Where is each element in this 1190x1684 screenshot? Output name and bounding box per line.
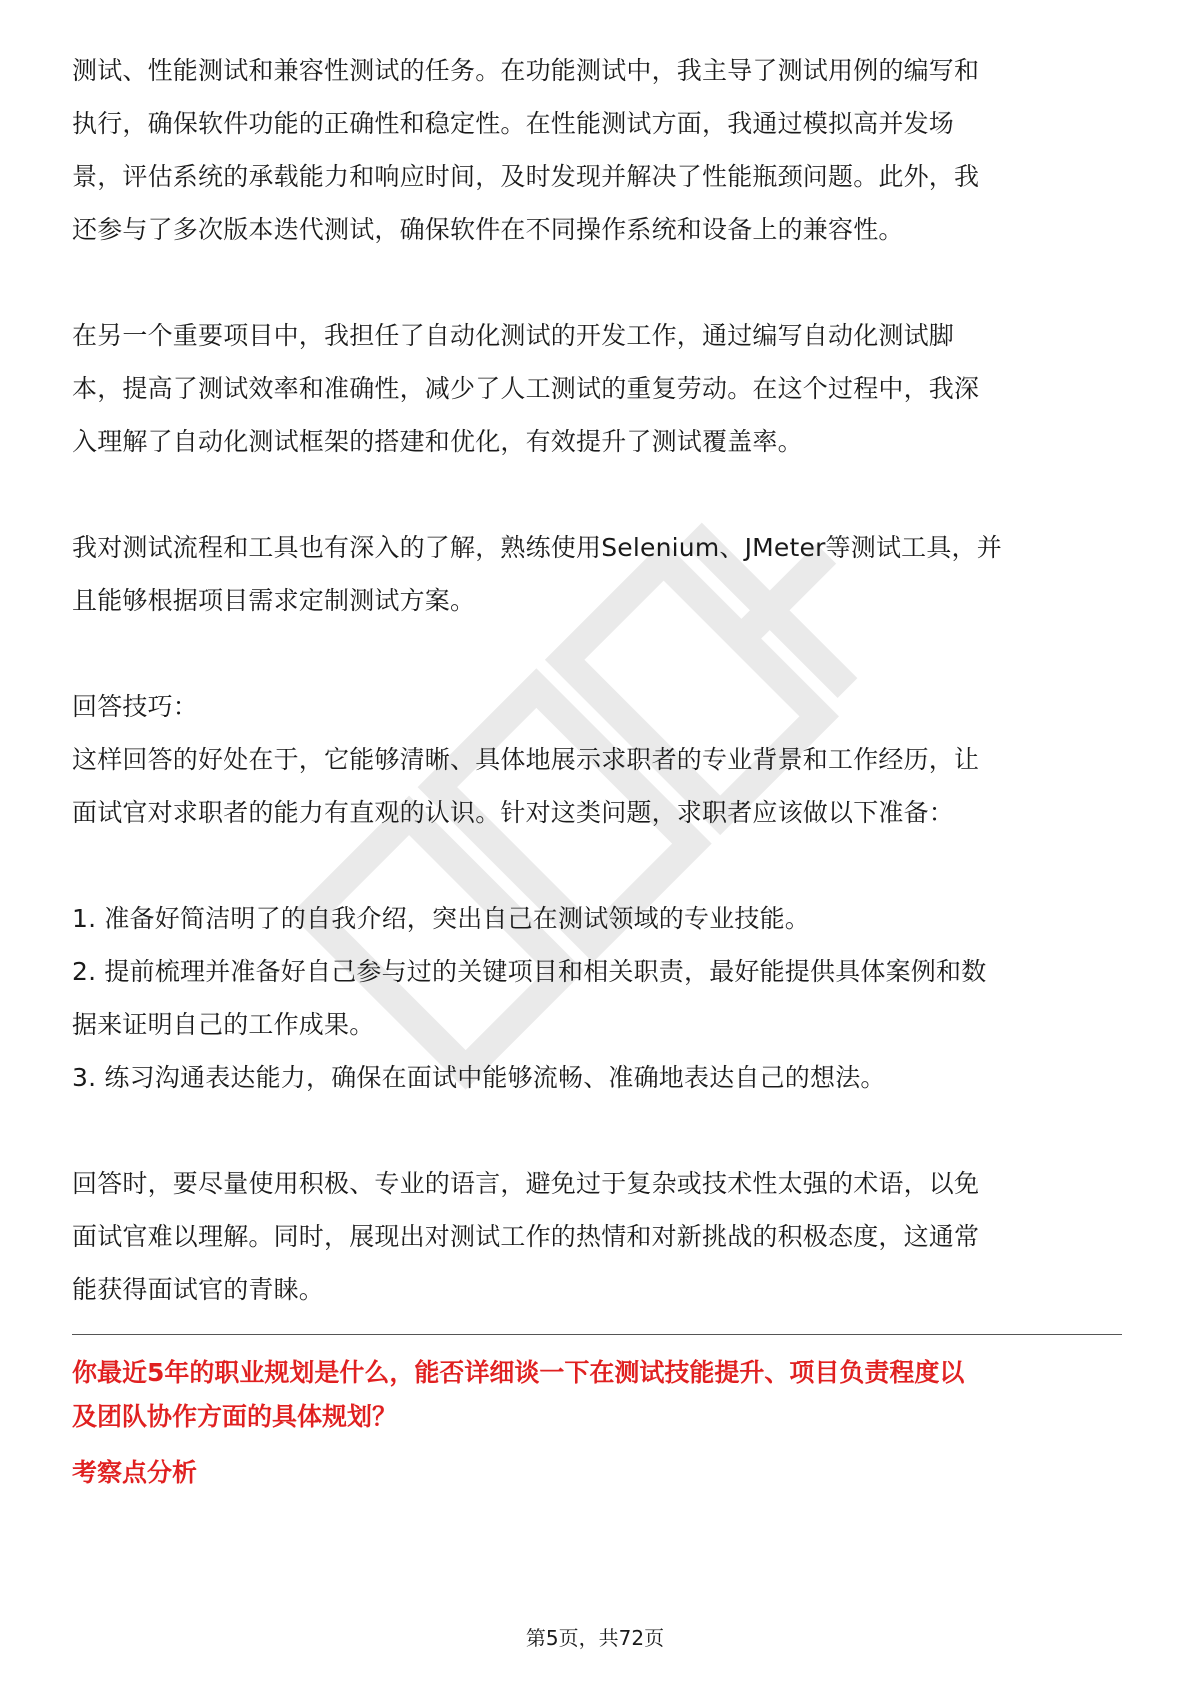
question-line: 及团队协作方面的具体规划？ xyxy=(72,1402,398,1431)
text-line: 回答时，要尽量使用积极、专业的语言，避免过于复杂或技术性太强的术语，以免 xyxy=(72,1169,980,1198)
text-line: 执行，确保软件功能的正确性和稳定性。在性能测试方面，我通过模拟高并发场 xyxy=(72,109,955,138)
text-line: 入理解了自动化测试框架的搭建和优化，有效提升了测试覆盖率。 xyxy=(72,427,803,456)
text-line: 测试、性能测试和兼容性测试的任务。在功能测试中，我主导了测试用例的编写和 xyxy=(72,56,980,85)
preparation-list xyxy=(72,892,1122,1104)
main-content xyxy=(72,44,1122,1495)
list-item: 3. 练习沟通表达能力，确保在面试中能够流畅、准确地表达自己的想法。 xyxy=(72,1063,886,1092)
text-line: 且能够根据项目需求定制测试方案。 xyxy=(72,586,476,615)
list-item: 2. 提前梳理并准备好自己参与过的关键项目和相关职责，最好能提供具体案例和数 xyxy=(72,957,987,986)
text-line: 我对测试流程和工具也有深入的了解，熟练使用Selenium、JMeter等测试工具，并 xyxy=(72,533,1002,562)
section-divider xyxy=(72,1334,1122,1335)
paragraph-tips xyxy=(72,733,1122,839)
text-line: 能获得面试官的青睐。 xyxy=(72,1275,325,1304)
text-line: 面试官难以理解。同时，展现出对测试工作的热情和对新挑战的积极态度，这通常 xyxy=(72,1222,980,1251)
text-line: 还参与了多次版本迭代测试，确保软件在不同操作系统和设备上的兼容性。 xyxy=(72,215,904,244)
paragraph-tools xyxy=(72,521,1122,627)
text-line: 这样回答的好处在于，它能够清晰、具体地展示求职者的专业背景和工作经历，让 xyxy=(72,745,980,774)
paragraph-advice xyxy=(72,1157,1122,1316)
question-line: 你最近5年的职业规划是什么，能否详细谈一下在测试技能提升、项目负责程度以 xyxy=(72,1358,965,1387)
list-item: 1. 准备好简洁明了的自我介绍，突出自己在测试领域的专业技能。 xyxy=(72,904,811,933)
paragraph-automation xyxy=(72,309,1122,468)
page-number: 第5页，共72页 xyxy=(525,1626,665,1650)
paragraph-project-testing xyxy=(72,44,1122,256)
text-line: 面试官对求职者的能力有直观的认识。针对这类问题，求职者应该做以下准备： xyxy=(72,798,955,827)
text-line: 本，提高了测试效率和准确性，减少了人工测试的重复劳动。在这个过程中，我深 xyxy=(72,374,980,403)
text-line: 在另一个重要项目中，我担任了自动化测试的开发工作，通过编写自动化测试脚 xyxy=(72,321,955,350)
text-line: 景，评估系统的承载能力和响应时间，及时发现并解决了性能瓶颈问题。此外，我 xyxy=(72,162,980,191)
question-heading xyxy=(72,1351,1122,1439)
list-item: 据来证明自己的工作成果。 xyxy=(72,1010,375,1039)
tips-label: 回答技巧： xyxy=(72,692,199,721)
analysis-heading: 考察点分析 xyxy=(72,1458,198,1487)
